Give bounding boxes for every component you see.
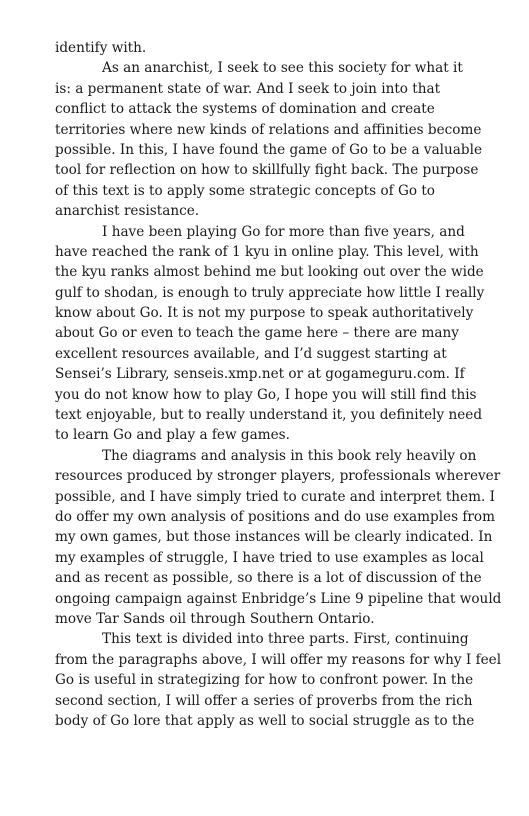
text-line: you do not know how to play Go, I hope you will still find this [55,386,477,403]
text-line: The diagrams and analysis in this book rely heavily on [102,447,477,464]
text-line: move Tar Sands oil through Southern Ontario. [55,610,375,627]
text-line: is: a permanent state of war. And I seek to join into that [55,80,441,97]
text-line: excellent resources available, and I’d suggest starting at [55,345,447,362]
text-line: possible, and I have simply tried to curate and interpret them. I [55,488,495,505]
text-line: This text is divided into three parts. First, continuing [102,631,469,648]
text-line: anarchist resistance. [55,203,200,220]
text-line: have reached the rank of 1 kyu in online play. This level, with [55,243,479,260]
text-line: resources produced by stronger players, professionals wherever [55,468,501,485]
text-line: As an anarchist, I seek to see this society for what it [102,60,463,77]
text-line: my examples of struggle, I have tried to use examples as local [55,549,484,566]
body-text [55,38,502,731]
text-line: second section, I will offer a series of proverbs from the rich [55,692,473,709]
text-line: text enjoyable, but to really understand it, you definitely need [55,407,483,424]
text-line: of this text is to apply some strategic concepts of Go to [55,182,435,199]
text-line: and as recent as possible, so there is a lot of discussion of the [55,570,482,587]
text-line: Sensei’s Library, senseis.xmp.net or at gogameguru.com. If [55,366,465,383]
text-line: identify with. [55,40,147,56]
text-line: know about Go. It is not my purpose to speak authoritatively [55,305,474,322]
text-line: tool for reflection on how to skillfully fight back. The purpose [55,162,479,179]
text-line: from the paragraphs above, I will offer my reasons for why I feel [55,651,502,668]
text-line: ongoing campaign against Enbridge’s Line 9 pipeline that would [55,590,502,607]
text-line: the kyu ranks almost behind me but looking out over the wide [55,264,484,281]
text-line: body of Go lore that apply as well to social struggle as to the [55,712,475,729]
text-line: conflict to attack the systems of domination and create [55,101,435,118]
text-line: possible. In this, I have found the game of Go to be a valuable [55,141,482,158]
text-line: I have been playing Go for more than five years, and [102,223,465,240]
text-line: about Go or even to teach the game here – there are many [55,325,459,342]
text-line: my own games, but those instances will be clearly indicated. In [55,529,493,546]
text-line: do offer my own analysis of positions and do use examples from [55,508,495,525]
text-line: Go is useful in strategizing for how to confront power. In the [55,672,474,689]
text-line: to learn Go and play a few games. [55,427,290,444]
text-line: territories where new kinds of relations and affinities become [55,121,482,138]
text-line: gulf to shodan, is enough to truly appreciate how little I really [55,284,485,301]
